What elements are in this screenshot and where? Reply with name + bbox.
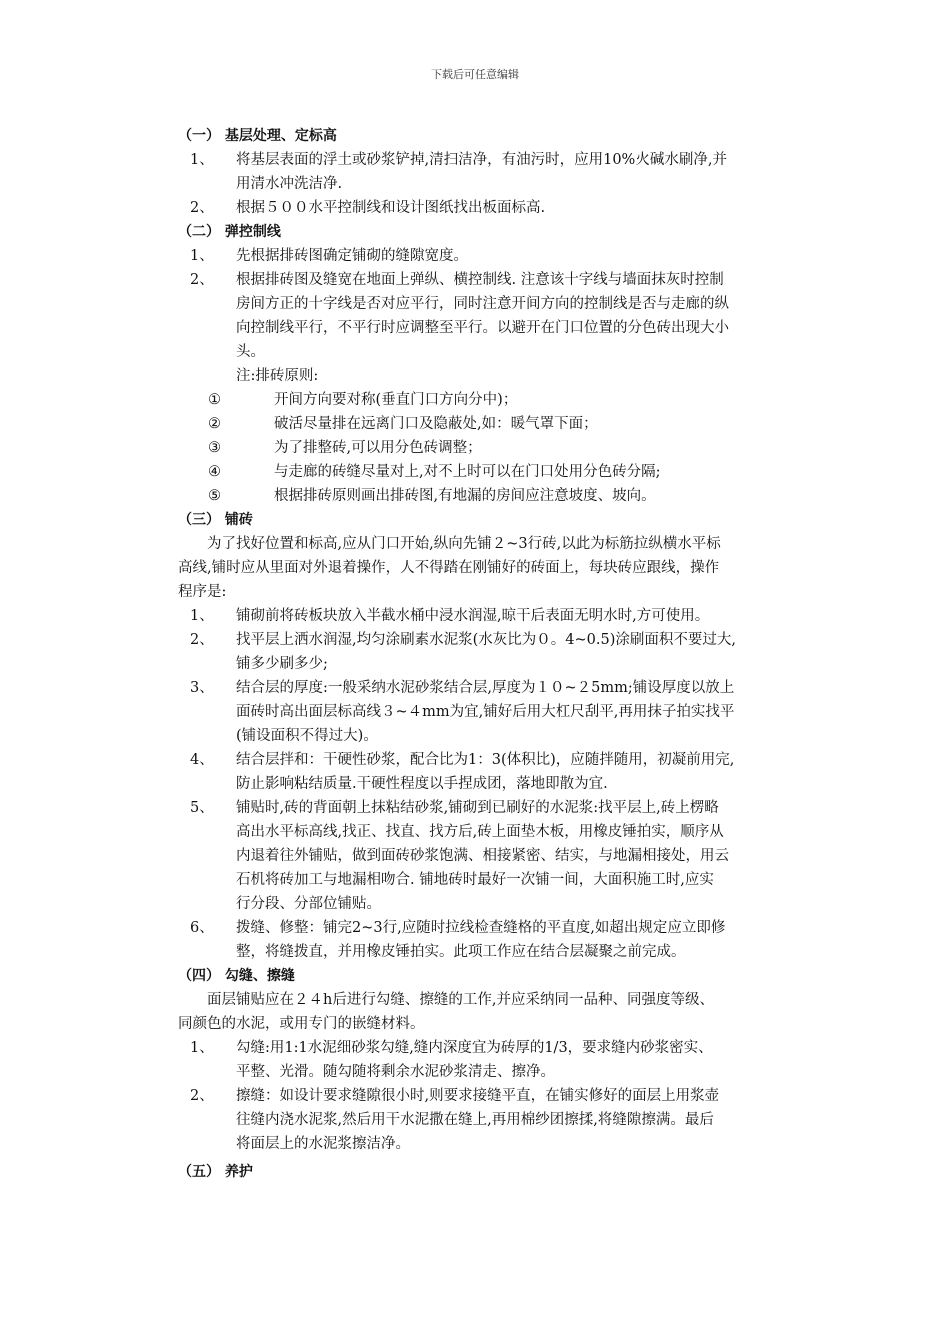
- list-item-continuation: 面砖时高出面层标高线３~４mm为宜,铺好后用大杠尺刮平,再用抹子拍实找平: [236, 704, 735, 720]
- list-item: 1、 铺砌前将砖板块放入半截水桶中浸水润湿,晾干后表面无明水时,方可使用。: [190, 608, 710, 624]
- section-heading-2: （二） 弹控制线: [178, 224, 281, 240]
- principle-item: ① 开间方向要对称(垂直门口方向分中)；: [208, 392, 518, 408]
- principle-item: ⑤ 根据排砖原则画出排砖图,有地漏的房间应注意坡度、坡向。: [208, 488, 656, 504]
- list-item: 4、 结合层拌和：干硬性砂浆，配合比为1：3(体积比)，应随拌随用，初凝前用完,: [190, 752, 735, 768]
- list-item-continuation: 高出水平标高线,找正、找直、找方后,砖上面垫木板，用橡皮锤拍实，顺序从: [236, 824, 724, 840]
- list-item: 2、 根据排砖图及缝宽在地面上弹纵、横控制线. 注意该十字线与墙面抹灰时控制: [190, 272, 724, 288]
- paragraph-line: 为了找好位置和标高,应从门口开始,纵向先铺２~3行砖,以此为标筋拉纵横水平标: [207, 536, 721, 552]
- list-item: 1、 先根据排砖图确定铺砌的缝隙宽度。: [190, 248, 468, 264]
- list-item-continuation: 往缝内浇水泥浆,然后用干水泥撒在缝上,再用棉纱团擦揉,将缝隙擦满。最后: [236, 1112, 714, 1128]
- list-item: 3、 结合层的厚度:一般采纳水泥砂浆结合层,厚度为１０~２5mm;铺设厚度以放上: [190, 680, 735, 696]
- list-item: 2、 根据５００水平控制线和设计图纸找出板面标高.: [190, 200, 546, 216]
- section-heading-4: （四） 勾缝、擦缝: [178, 968, 295, 984]
- list-item: 2、 找平层上洒水润湿,均匀涂刷素水泥浆(水灰比为０。4~0.5)涂刷面积不要过大,: [190, 632, 736, 648]
- list-item: 2、 擦缝：如设计要求缝隙很小时,则要求接缝平直，在铺实修好的面层上用浆壶: [190, 1088, 720, 1104]
- list-item-continuation: 石机将砖加工与地漏相吻合. 铺地砖时最好一次铺一间，大面积施工时,应实: [236, 872, 714, 888]
- paragraph-line: 程序是:: [178, 584, 227, 600]
- list-item: 1、 将基层表面的浮土或砂浆铲掉,清扫洁净，有油污时，应用10%火碱水刷净,并: [190, 152, 727, 168]
- paragraph-line: 同颜色的水泥，或用专门的嵌缝材料。: [178, 1016, 425, 1032]
- list-item-continuation: 平整、光滑。随勾随将剩余水泥砂浆清走、擦净。: [236, 1064, 555, 1080]
- document-body: [178, 124, 818, 1184]
- principle-item: ④ 与走廊的砖缝尽量对上,对不上时可以在门口处用分色砖分隔;: [208, 464, 661, 480]
- paragraph-line: 面层铺贴应在２４h后进行勾缝、擦缝的工作,并应采纳同一品种、同强度等级、: [207, 992, 714, 1008]
- list-item-continuation: 向控制线平行，不平行时应调整至平行。以避开在门口位置的分色砖出现大小: [236, 320, 729, 336]
- list-item-continuation: 行分段、分部位铺贴。: [236, 896, 381, 912]
- paragraph-line: 高线,铺时应从里面对外退着操作，人不得踏在刚铺好的砖面上，每块砖应跟线，操作: [178, 560, 720, 576]
- page-header: 下载后可任意编辑: [431, 68, 519, 81]
- principle-item: ③ 为了排整砖,可以用分色砖调整；: [208, 440, 482, 456]
- list-item-continuation: 将面层上的水泥浆擦洁净。: [236, 1136, 410, 1152]
- list-item-continuation: (铺设面积不得过大)。: [236, 728, 378, 744]
- section-heading-3: （三） 铺砖: [178, 512, 253, 528]
- section-heading-5: （五） 养护: [178, 1164, 253, 1180]
- list-item-continuation: 用清水冲洗洁净.: [236, 176, 343, 192]
- list-item-continuation: 防止影响粘结质量.干硬性程度以手捏成团，落地即散为宜.: [236, 776, 608, 792]
- list-item-continuation: 头。: [236, 344, 265, 360]
- list-item: 1、 勾缝:用1:1水泥细砂浆勾缝,缝内深度宜为砖厚的1/3，要求缝内砂浆密实、: [190, 1040, 713, 1056]
- list-item-continuation: 整，将缝拨直，并用橡皮锤拍实。此项工作应在结合层凝聚之前完成。: [236, 944, 686, 960]
- section-heading-1: （一） 基层处理、定标高: [178, 128, 337, 144]
- list-item-continuation: 房间方正的十字线是否对应平行，同时注意开间方向的控制线是否与走廊的纵: [236, 296, 729, 312]
- note-label: 注:排砖原则:: [236, 368, 319, 384]
- principle-item: ② 破活尽量排在远离门口及隐蔽处,如：暖气罩下面；: [208, 416, 598, 432]
- list-item-continuation: 内退着往外铺贴，做到面砖砂浆饱满、相接紧密、结实，与地漏相接处，用云: [236, 848, 729, 864]
- list-item-continuation: 铺多少刷多少;: [236, 656, 328, 672]
- list-item: 6、 拨缝、修整：铺完2~3行,应随时拉线检查缝格的平直度,如超出规定应立即修: [190, 920, 726, 936]
- list-item: 5、 铺贴时,砖的背面朝上抹粘结砂浆,铺砌到已刷好的水泥浆:找平层上,砖上楞略: [190, 800, 719, 816]
